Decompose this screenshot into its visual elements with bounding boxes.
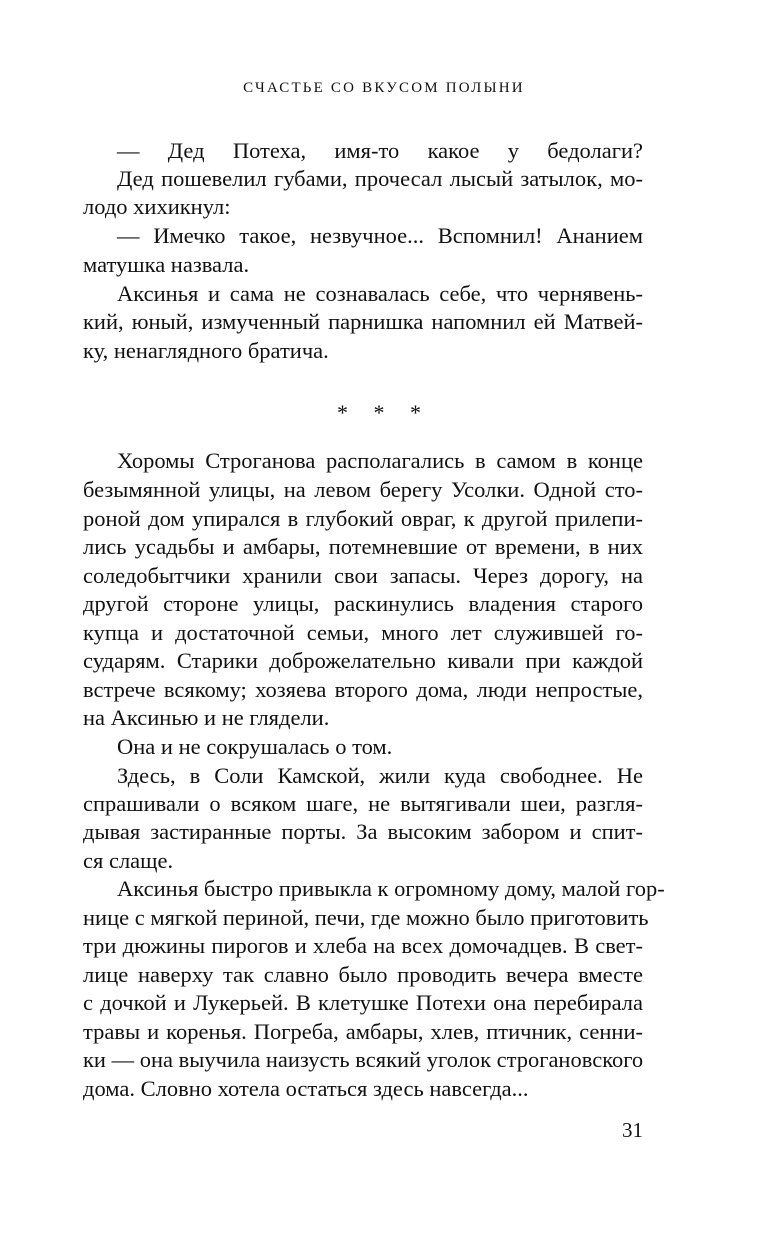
text-line: ки — она выучила наизусть всякий уголок строгановского [83, 1047, 644, 1072]
text-line: купца и достаточной семьи, много лет служившей го- [83, 620, 643, 645]
running-header: СЧАСТЬЕ СО ВКУСОМ ПОЛЫНИ [243, 80, 525, 96]
text-line: дома. Словно хотела остаться здесь навсегда... [83, 1076, 529, 1101]
text-line: — Имечко такое, незвучное... Вспомнил! Ананием [117, 223, 643, 248]
page-number: 31 [622, 1118, 643, 1142]
text-line: на Аксинью и не глядели. [83, 705, 330, 730]
text-line: Дед пошевелил губами, прочесал лысый затылок, мо- [117, 166, 643, 191]
text-line: травы и коренья. Погреба, амбары, хлев, птичник, сенни- [83, 1019, 643, 1044]
text-line: спрашивали о всяком шаге, не вытягивали шеи, разгля- [83, 791, 643, 816]
text-line: дывая застиранные порты. За высоким забором и спит- [83, 819, 643, 844]
text-line: Аксинья быстро привыкла к огромному дому, малой гор- [117, 876, 665, 901]
text-line: ку, ненаглядного братича. [83, 338, 329, 363]
section-separator: * * * [337, 400, 431, 425]
text-line: три дюжины пирогов и хлеба на всех домочадцев. В свет- [83, 933, 643, 958]
text-line: Она и не сокрушалась о том. [117, 734, 393, 759]
text-line: Здесь, в Соли Камской, жили куда свободнее. Не [117, 763, 643, 788]
text-line: соледобытчики хранили свои запасы. Через дорогу, на [83, 563, 643, 588]
text-line: безымянной улицы, на левом берегу Усолки. Одной сто- [83, 477, 643, 502]
text-line: роной дом упирался в глубокий овраг, к другой прилепи- [83, 506, 643, 531]
text-line: лись усадьбы и амбары, потемневшие от времени, в них [83, 534, 643, 559]
text-line: лодо хихикнул: [83, 194, 231, 219]
text-line: с дочкой и Лукерьей. В клетушке Потехи она перебирала [83, 990, 643, 1015]
text-line: матушка назвала. [83, 252, 250, 277]
text-line: сударям. Старики доброжелательно кивали при каждой [83, 648, 643, 673]
text-line: — Дед Потеха, имя-то какое у бедолаги? [117, 138, 643, 163]
text-line: кий, юный, измученный парнишка напомнил ей Матвей- [83, 309, 643, 334]
text-line: лице наверху так славно было проводить вечера вместе [83, 962, 643, 987]
text-line: другой стороне улицы, раскинулись владения старого [83, 591, 643, 616]
text-line: Хоромы Строганова располагались в самом в конце [117, 448, 643, 473]
text-line: ся слаще. [83, 848, 174, 873]
text-line: Аксинья и сама не сознавалась себе, что чернявень- [117, 281, 643, 306]
text-line: нице с мягкой периной, печи, где можно было приготовить [83, 905, 649, 930]
text-line: встрече всякому; хозяева второго дома, люди непростые, [83, 677, 643, 702]
